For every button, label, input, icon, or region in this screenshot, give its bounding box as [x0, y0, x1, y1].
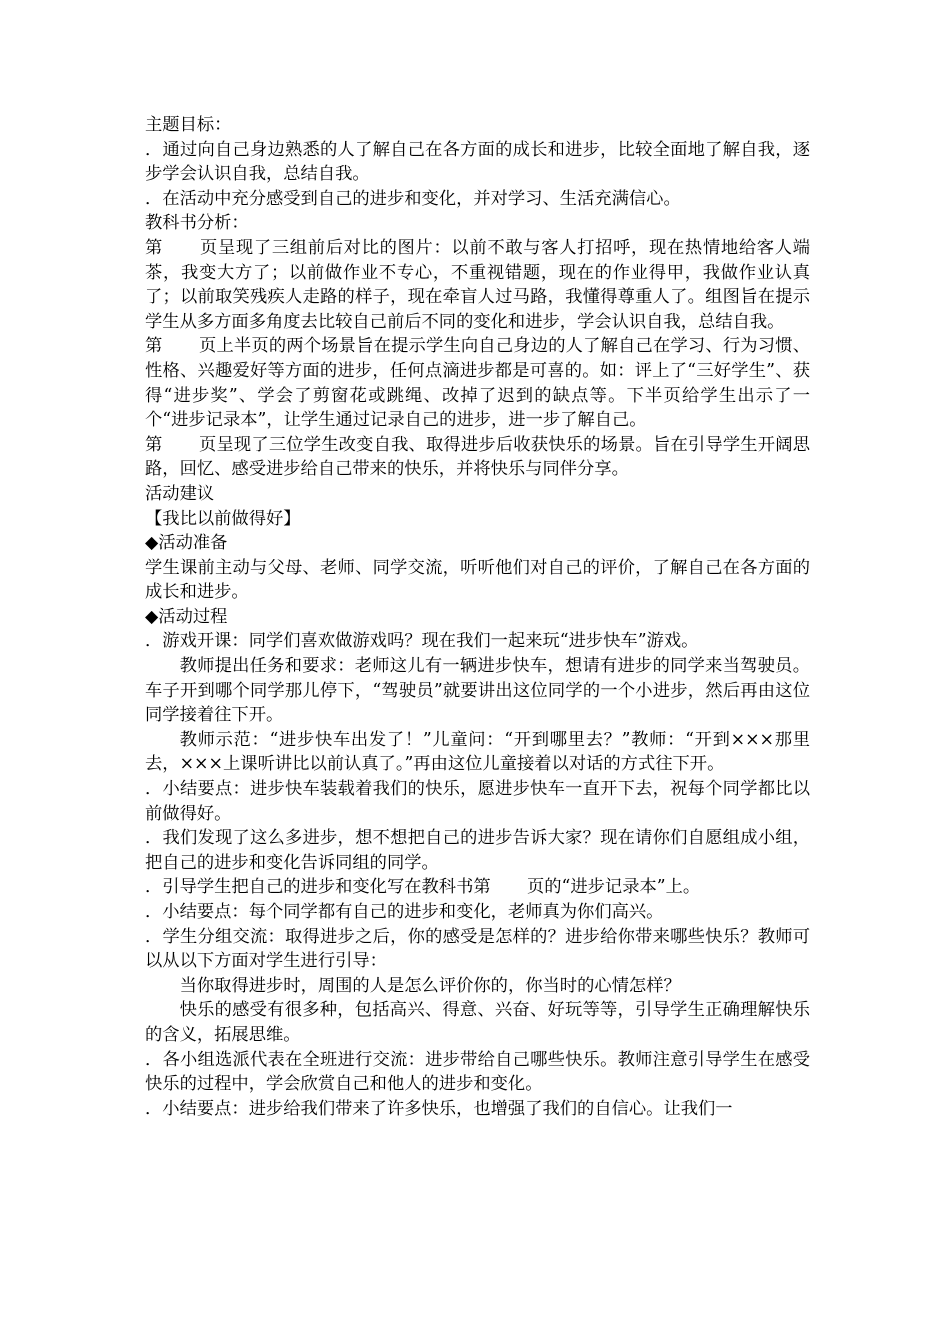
paragraph-text: 主题目标：: [145, 115, 232, 135]
paragraph: [145, 974, 810, 999]
paragraph: [145, 728, 810, 777]
paragraph-text: ．引导学生把自己的进步和变化写在教科书第: [145, 877, 491, 898]
paragraph: [145, 998, 810, 1047]
paragraph-text: ．在活动中充分感受到自己的进步和变化，并对学习、生活充满信心。: [145, 188, 681, 209]
paragraph: [145, 900, 810, 925]
paragraph-text: 学生课前主动与父母、老师、同学交流，听听他们对自己的评价，了解自己在各方面的成长和进步。: [145, 557, 810, 603]
paragraph-text: 【我比以前做得好】: [145, 508, 301, 529]
paragraph: [145, 482, 810, 507]
paragraph: [145, 875, 810, 900]
paragraph-tail: 页的“进步记录本”上。: [526, 877, 701, 898]
paragraph-text: 教师提出任务和要求：老师这儿有一辆进步快车，想请有进步的同学来当驾驶员。车子开到哪个同学那儿停下，“驾驶员”就要讲出这位同学的一个小进步，然后再由这位同学接着往下开。: [145, 656, 810, 726]
paragraph-text: ．各小组选派代表在全班进行交流：进步带给自己哪些快乐。教师注意引导学生在感受快乐的过程中，学会欣赏自己和他人的进步和变化。: [145, 1049, 810, 1095]
paragraph: [145, 925, 810, 974]
paragraph: [145, 236, 810, 334]
paragraph: [145, 433, 810, 482]
paragraph-text: 当你取得进步时，周围的人是怎么评价你的，你当时的心情怎样？: [179, 975, 681, 996]
paragraph-text: ．学生分组交流：取得进步之后，你的感受是怎样的？进步给你带来哪些快乐？教师可以从以下方面对学生进行引导：: [145, 926, 810, 972]
paragraph: [145, 113, 810, 138]
paragraph-lead: 第: [145, 434, 163, 455]
paragraph: [145, 507, 810, 532]
paragraph-text: ．小结要点：进步给我们带来了许多快乐，也增强了我们的自信心。让我们一: [145, 1098, 733, 1119]
paragraph: [145, 138, 810, 187]
paragraph-lead: 第: [145, 237, 163, 258]
paragraph: [145, 556, 810, 605]
paragraph-text: ．我们发现了这么多进步，想不想把自己的进步告诉大家？现在请你们自愿组成小组，把自己的进步和变化告诉同组的同学。: [145, 828, 810, 873]
paragraph-text: 快乐的感受有很多种，包括高兴、得意、兴奋、好玩等等，引导学生正确理解快乐的含义，拓展思维。: [145, 1000, 810, 1045]
paragraph-text: 教科书分析：: [145, 213, 249, 234]
paragraph-text: 活动建议: [145, 483, 215, 504]
paragraph-text: ◆活动准备: [145, 533, 228, 554]
document-body: [145, 113, 810, 1121]
paragraph-text: 教师示范：“进步快车出发了！”儿童问：“开到哪里去？”教师：“开到×××那里去，×××上课听讲比以前认真了。”再由这位儿童接着以对话的方式往下开。: [145, 729, 810, 775]
paragraph: [145, 1097, 810, 1122]
paragraph-text: ．小结要点：每个同学都有自己的进步和变化，老师真为你们高兴。: [145, 902, 664, 922]
paragraph-text: 页呈现了三组前后对比的图片：以前不敢与客人打招呼，现在热情地给客人端茶，我变大方了；以前做作业不专心，不重视错题，现在的作业得甲，我做作业认真了；以前取笑残疾人走路的样子，现在牵盲人过马路，我懂得尊重人了。组图旨在提示学生从多方面多角度去比较自己前后不同的变化和进步，学会认识自我，总结自我。: [145, 237, 810, 332]
paragraph: [145, 605, 810, 630]
paragraph: [145, 654, 810, 728]
paragraph-text: ．小结要点：进步快车装载着我们的快乐，愿进步快车一直开下去，祝每个同学都比以前做得好。: [145, 779, 810, 824]
paragraph: [145, 629, 810, 654]
paragraph-text: ．游戏开课：同学们喜欢做游戏吗？现在我们一起来玩“进步快车”游戏。: [145, 631, 699, 652]
paragraph: [145, 1048, 810, 1097]
paragraph: [145, 187, 810, 212]
paragraph: [145, 334, 810, 432]
paragraph: [145, 211, 810, 236]
paragraph-text: ．通过向自己身边熟悉的人了解自己在各方面的成长和进步，比较全面地了解自我，逐步学会认识自我，总结自我。: [145, 139, 810, 185]
paragraph-text: ◆活动过程: [145, 606, 228, 627]
paragraph: [145, 777, 810, 826]
paragraph-text: 页呈现了三位学生改变自我、取得进步后收获快乐的场景。旨在引导学生开阔思路，回忆、感受进步给自己带来的快乐，并将快乐与同伴分享。: [145, 434, 810, 480]
paragraph: [145, 826, 810, 875]
paragraph-text: 页上半页的两个场景旨在提示学生向自己身边的人了解自己在学习、行为习惯、性格、兴趣爱好等方面的进步，任何点滴进步都是可喜的。如：评上了“三好学生”、获得“进步奖”、学会了剪窗花或跳绳、改掉了迟到的缺点等。下半页给学生出示了一个“进步记录本”，让学生通过记录自己的进步，进一步了解自己。: [145, 336, 810, 431]
paragraph: [145, 531, 810, 556]
paragraph-lead: 第: [145, 336, 163, 357]
